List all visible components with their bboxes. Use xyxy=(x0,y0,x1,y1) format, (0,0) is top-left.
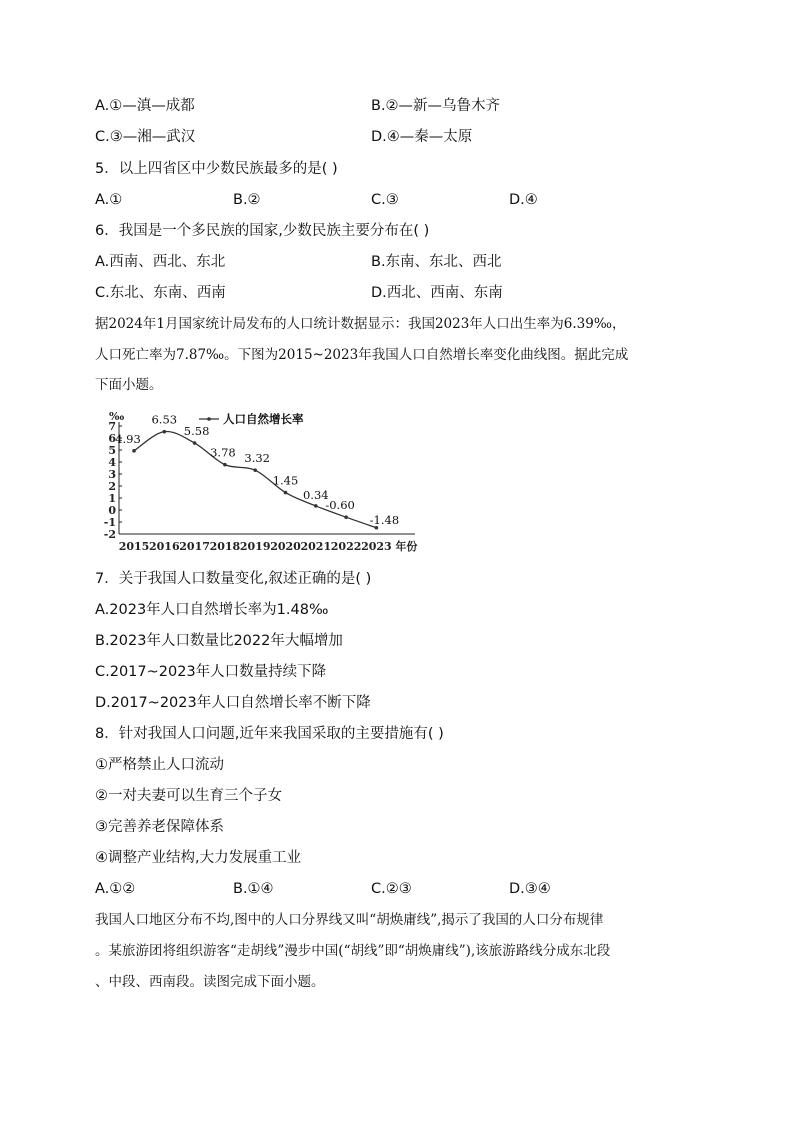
data-label: -0.60 xyxy=(325,498,355,513)
legend-label: 人口自然增长率 xyxy=(223,412,304,426)
x-tick-label: 2022 xyxy=(330,540,362,553)
y-tick-label: 1 xyxy=(108,492,116,505)
q8-option-b: B.①④ xyxy=(233,881,274,897)
x-tick-label: 2020 xyxy=(270,540,301,553)
y-tick-label: 4 xyxy=(108,456,116,469)
q7-option-b: B.2023年人口数量比2022年大幅增加 xyxy=(95,633,343,649)
q8-option-c: C.②③ xyxy=(371,881,412,897)
data-label: 0.34 xyxy=(302,487,329,502)
data-point xyxy=(284,491,288,495)
y-tick-label: 3 xyxy=(108,468,116,481)
material2-line3: 、中段、西南段。读图完成下面小题。 xyxy=(95,974,325,990)
y-tick-label: -1 xyxy=(103,516,116,529)
q7-option-c: C.2017~2023年人口数量持续下降 xyxy=(95,664,327,680)
data-point xyxy=(223,463,227,467)
series-line xyxy=(134,431,376,527)
y-axis-unit: ‰ xyxy=(109,410,125,423)
x-tick-label: 2015 xyxy=(118,540,150,553)
q8-item-3: ③完善养老保障体系 xyxy=(95,819,224,835)
x-tick-label: 2016 xyxy=(148,540,180,553)
material1-line3: 下面小题。 xyxy=(95,377,163,393)
x-axis-label: 年份 xyxy=(395,540,418,553)
legend-marker xyxy=(207,417,211,421)
q8-option-a: A.①② xyxy=(95,881,136,897)
data-label: -1.48 xyxy=(369,512,400,527)
y-tick-label: 7 xyxy=(108,420,116,433)
x-tick-label: 2023 xyxy=(361,540,392,553)
q6-option-a: A.西南、西北、东北 xyxy=(95,254,226,270)
data-label: 4.93 xyxy=(115,431,141,446)
material1-line1: 据2024年1月国家统计局发布的人口统计数据显示：我国2023年人口出生率为6.39‰， xyxy=(95,316,626,332)
q5-stem: 5．以上四省区中少数民族最多的是( ) xyxy=(95,161,338,177)
y-tick-label: -2 xyxy=(103,528,116,541)
q8-stem: 8．针对我国人口问题,近年来我国采取的主要措施有( ) xyxy=(95,726,444,742)
data-point xyxy=(132,449,136,453)
q5-option-c: C.③ xyxy=(371,192,399,208)
q6-option-b: B.东南、东北、西北 xyxy=(371,254,502,270)
x-tick-label: 2017 xyxy=(179,540,210,553)
q5-option-a: A.① xyxy=(95,192,123,208)
q8-item-4: ④调整产业结构,大力发展重工业 xyxy=(95,850,302,866)
data-label: 3.32 xyxy=(244,451,271,466)
data-point xyxy=(253,468,257,472)
x-tick-label: 2021 xyxy=(300,540,332,553)
data-point xyxy=(163,430,167,434)
data-point xyxy=(344,515,348,519)
q7-stem: 7．关于我国人口数量变化,叙述正确的是( ) xyxy=(95,571,372,587)
data-point xyxy=(193,441,197,445)
x-tick-label: 2019 xyxy=(239,540,271,553)
q4-option-c: C.③—湘—武汉 xyxy=(95,129,196,145)
q7-option-d: D.2017~2023年人口自然增长率不断下降 xyxy=(95,695,371,711)
q6-stem: 6．我国是一个多民族的国家,少数民族主要分布在( ) xyxy=(95,223,430,239)
q4-option-b: B.②—新—乌鲁木齐 xyxy=(371,98,501,114)
material1-line2: 人口死亡率为7.87‰。下图为2015~2023年我国人口自然增长率变化曲线图。据此完成 xyxy=(95,347,629,363)
q7-option-a: A.2023年人口自然增长率为1.48‰ xyxy=(95,602,329,618)
y-tick-label: 6 xyxy=(108,432,116,445)
x-tick-label: 2018 xyxy=(209,540,241,553)
y-tick-label: 2 xyxy=(108,480,116,493)
q4-option-d: D.④—秦—太原 xyxy=(371,129,473,145)
material2-line1: 我国人口地区分布不均,图中的人口分界线又叫“胡焕庸线”,揭示了我国的人口分布规律 xyxy=(95,912,604,928)
y-tick-label: 5 xyxy=(108,444,116,457)
population-growth-chart xyxy=(95,408,435,556)
q5-option-d: D.④ xyxy=(509,192,538,208)
q6-option-c: C.东北、东南、西南 xyxy=(95,285,226,301)
data-label: 6.53 xyxy=(151,412,178,427)
q6-option-d: D.西北、西南、东南 xyxy=(371,285,503,301)
q5-option-b: B.② xyxy=(233,192,261,208)
q8-item-2: ②一对夫妻可以生育三个子女 xyxy=(95,788,282,804)
y-tick-label: 0 xyxy=(108,504,116,517)
data-point xyxy=(314,504,318,508)
data-label: 5.58 xyxy=(183,424,210,439)
q4-option-a: A.①—滇—成都 xyxy=(95,98,195,114)
data-label: 1.45 xyxy=(272,473,299,488)
q8-option-d: D.③④ xyxy=(509,881,551,897)
data-label: 3.78 xyxy=(210,445,236,460)
q8-item-1: ①严格禁止人口流动 xyxy=(95,757,224,773)
material2-line2: 。某旅游团将组织游客“走胡线”漫步中国(“胡线”即“胡焕庸线”),该旅游路线分成东北段 xyxy=(95,943,611,959)
